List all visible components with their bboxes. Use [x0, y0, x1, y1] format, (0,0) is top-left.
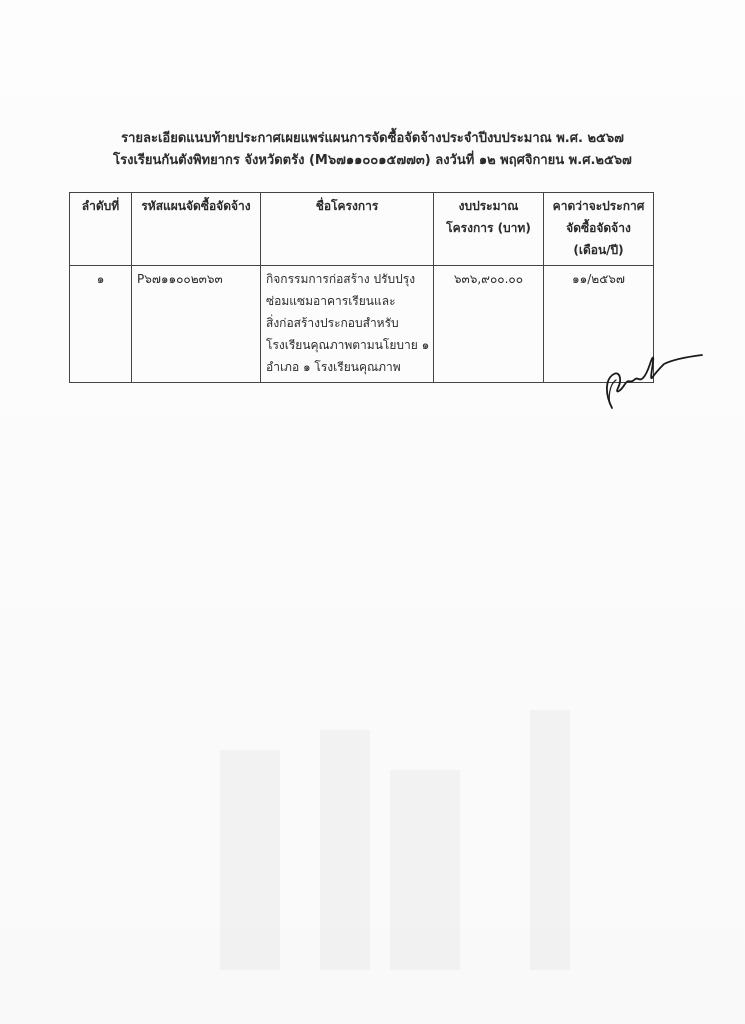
- procurement-plan-table: [69, 192, 654, 383]
- cell-no: ๑: [70, 266, 132, 383]
- project-name-line: สิ่งก่อสร้างประกอบสำหรับ: [266, 316, 399, 330]
- header-expected-line-1: คาดว่าจะประกาศ: [552, 199, 645, 213]
- document-title-line-2: โรงเรียนกันตังพิทยากร จังหวัดตรัง (M๖๗๑๑๐๐๑๕๗๗๓) ลงวันที่ ๑๒ พฤศจิกายน พ.ศ.๒๕๖๗: [113, 153, 632, 168]
- show-through-watermark: [200, 690, 600, 990]
- header-no: [70, 193, 132, 266]
- header-plan-code: [132, 193, 261, 266]
- cell-expected-date: ๑๑/๒๕๖๗: [544, 266, 654, 383]
- header-budget-line-1: งบประมาณ: [458, 199, 519, 213]
- project-name-line: โรงเรียนคุณภาพตามนโยบาย ๑: [266, 338, 430, 352]
- handwritten-signature-icon: [598, 340, 708, 415]
- header-expected-line-2: จัดซื้อจัดจ้าง: [566, 221, 631, 235]
- header-no-label: ลำดับที่: [81, 199, 120, 213]
- project-name-line: อำเภอ ๑ โรงเรียนคุณภาพ: [266, 360, 401, 374]
- document-title-line-1: รายละเอียดแนบท้ายประกาศเผยแพร่แผนการจัดซื้อจัดจ้างประจำปีงบประมาณ พ.ศ. ๒๕๖๗: [121, 131, 624, 146]
- table-row: [70, 266, 654, 383]
- project-name-line: ซ่อมแซมอาคารเรียนและ: [266, 294, 396, 308]
- header-budget-line-2: โครงการ (บาท): [446, 221, 531, 235]
- cell-budget: ๖๓๖,๙๐๐.๐๐: [434, 266, 544, 383]
- header-project-name: [261, 193, 434, 266]
- header-expected-date: [544, 193, 654, 266]
- cell-plan-code: P๖๗๑๑๐๐๒๓๖๓: [132, 266, 261, 383]
- project-name-line: กิจกรรมการก่อสร้าง ปรับปรุง: [266, 272, 416, 286]
- header-expected-line-3: (เดือน/ปี): [573, 243, 624, 257]
- header-plan-code-label: รหัสแผนจัดซื้อจัดจ้าง: [141, 199, 251, 213]
- header-project-name-label: ชื่อโครงการ: [315, 199, 379, 213]
- header-budget: [434, 193, 544, 266]
- cell-project-name: [261, 266, 434, 383]
- table-header-row: [70, 193, 654, 266]
